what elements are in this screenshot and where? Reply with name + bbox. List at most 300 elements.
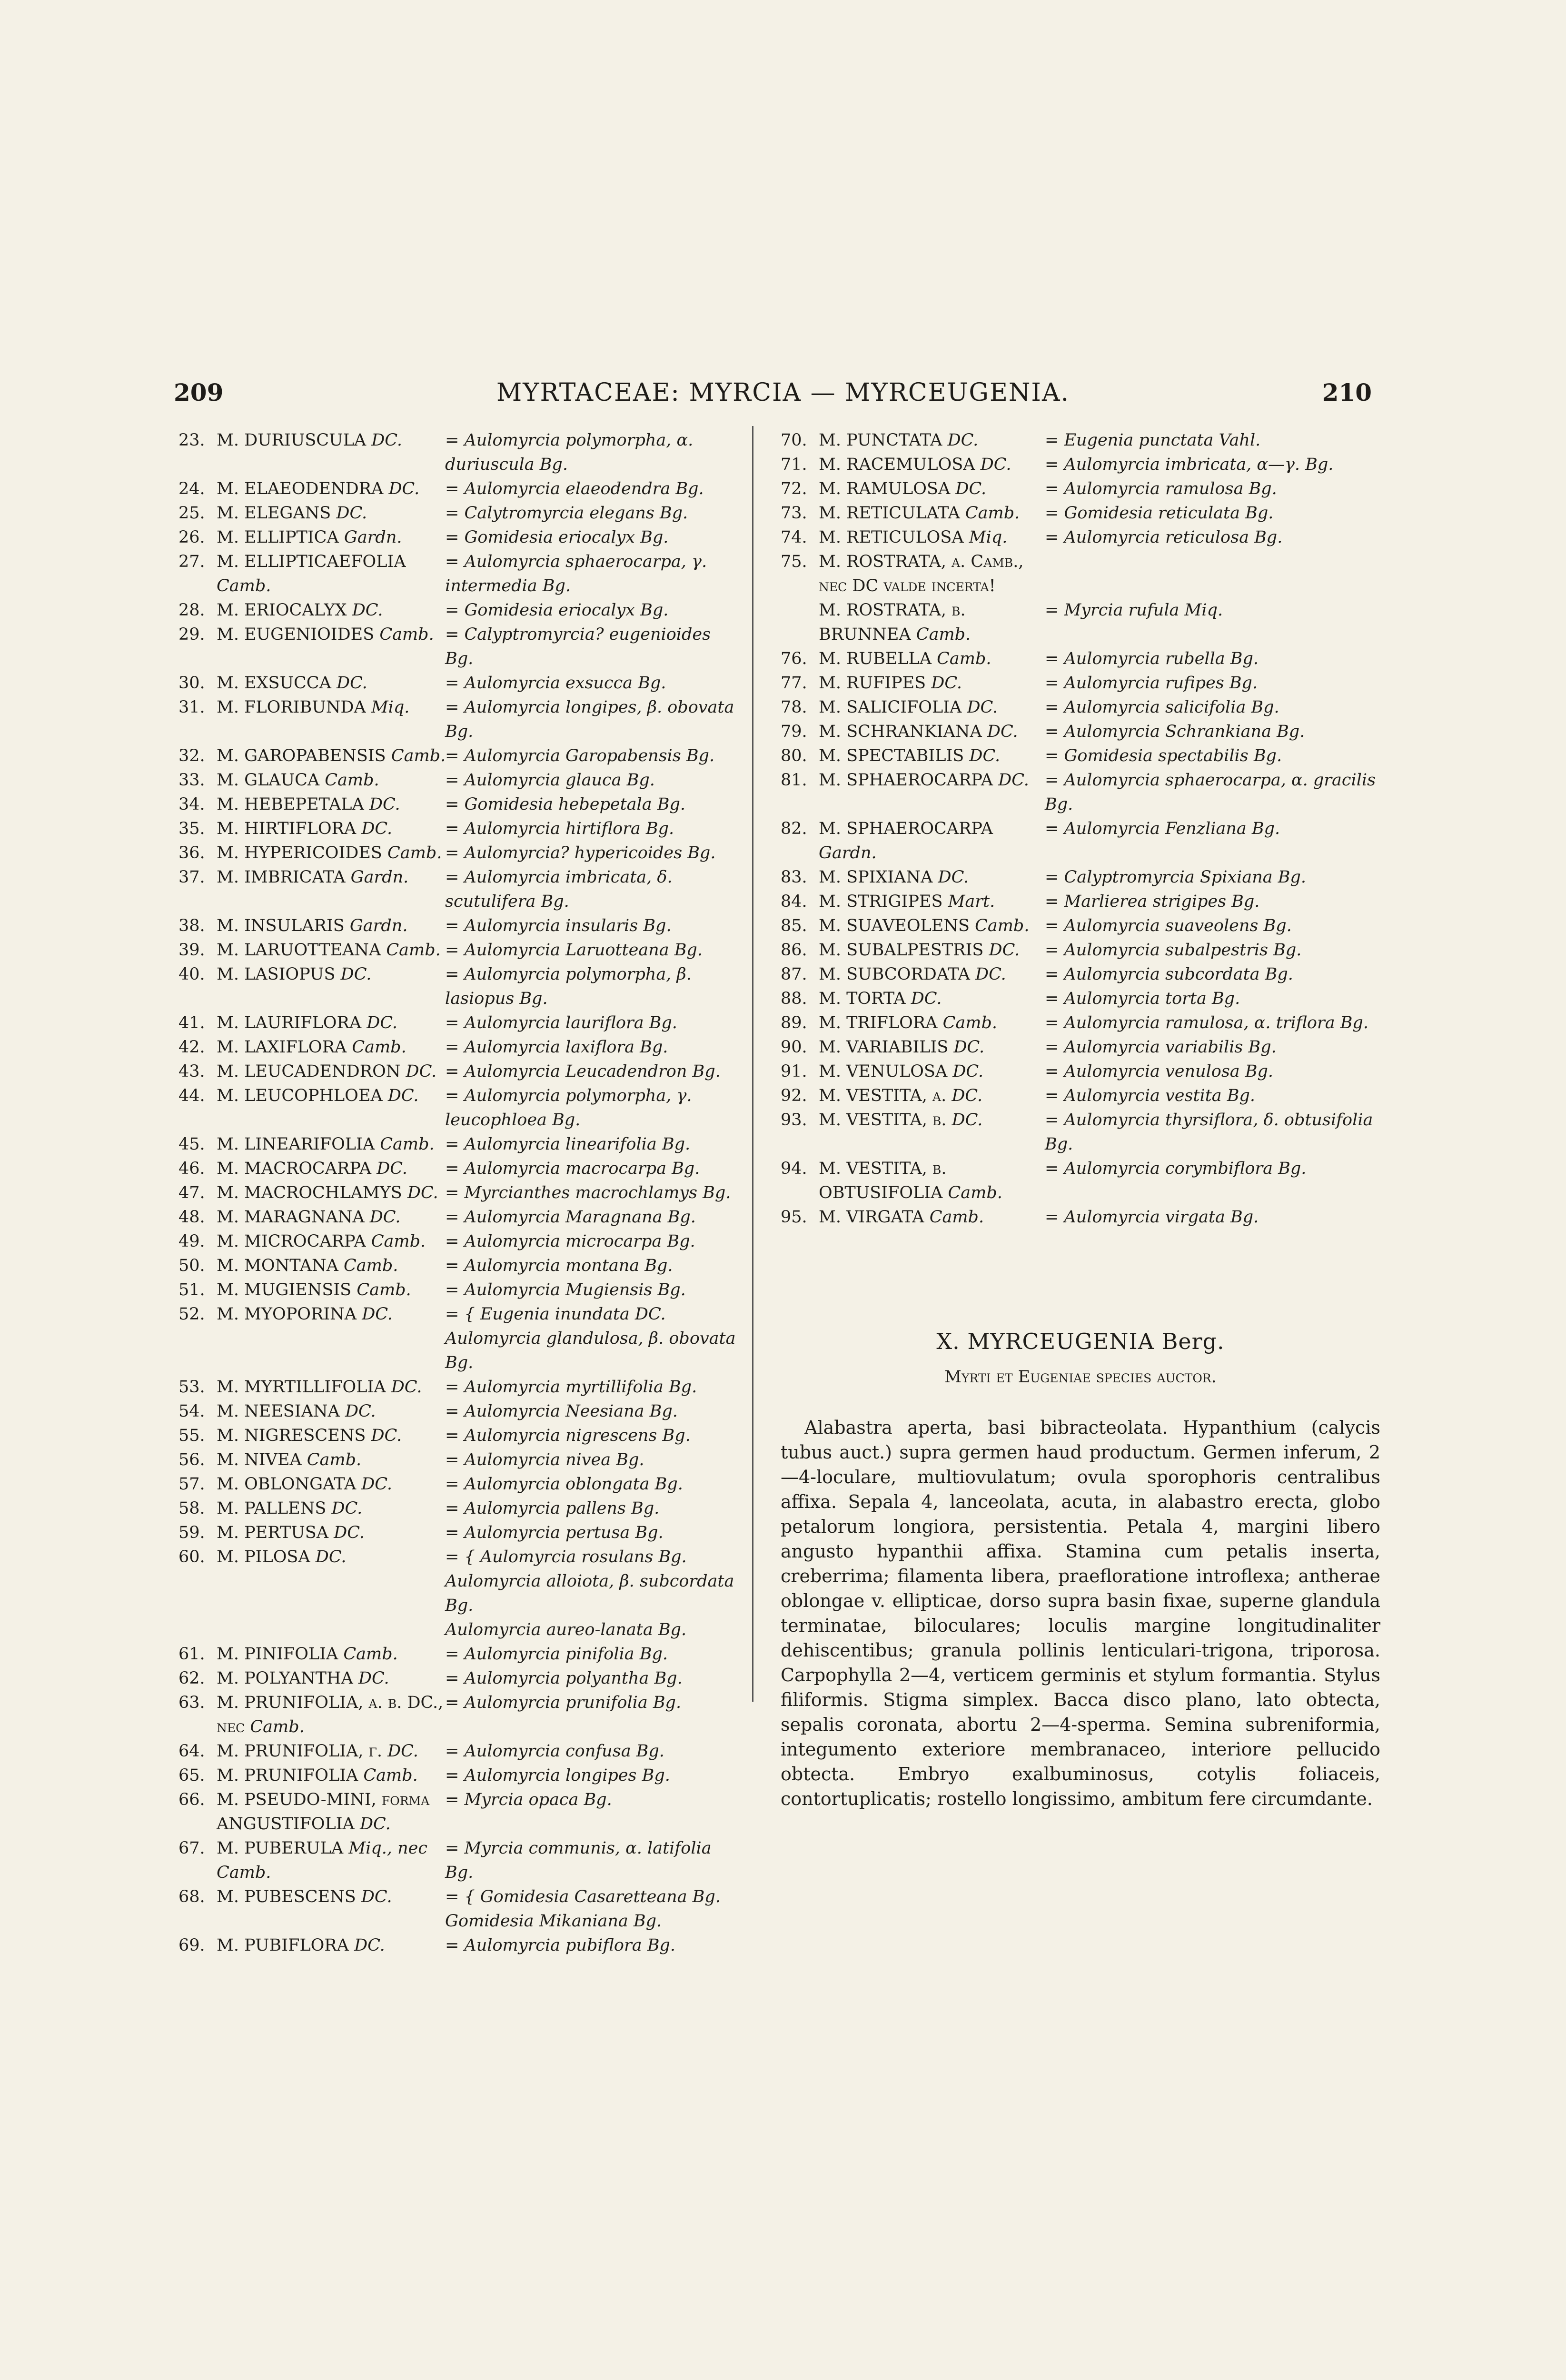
entry-synonym — [445, 1302, 743, 1375]
species-name: M. VIRGATA — [819, 1208, 924, 1227]
entry-species — [819, 938, 1045, 962]
synonym-entry — [781, 526, 1380, 550]
entry-number: 63. — [178, 1693, 205, 1712]
species-author: DC. — [998, 771, 1029, 790]
species-author: Camb. — [975, 916, 1030, 935]
synonym-text: = Aulomyrcia imbricata, α—γ. Bg. — [1045, 455, 1334, 474]
entry-number: 33. — [178, 771, 205, 790]
entry-species — [819, 744, 1045, 768]
species-name: M. IMBRICATA — [217, 868, 346, 887]
species-name: M. HYPERICOIDES — [217, 843, 382, 863]
genus-title: X. MYRCEUGENIA Berg. — [936, 1329, 1225, 1354]
entry-synonym — [445, 1230, 743, 1254]
entry-species — [819, 865, 1045, 890]
entry-species — [819, 1060, 1045, 1084]
species-author: DC. — [953, 1038, 985, 1057]
synonym-entry — [178, 1666, 743, 1691]
species-author: DC. — [407, 1183, 438, 1202]
synonym-text: = Aulomyrcia Neesiana Bg. — [445, 1402, 678, 1421]
synonym-text: = Aulomyrcia reticulosa Bg. — [1045, 528, 1283, 547]
entry-number: 37. — [178, 868, 205, 887]
entry-synonym — [445, 1885, 743, 1934]
synonym-text: = Aulomyrcia? hypericoides Bg. — [445, 843, 716, 863]
synonym-text: = Aulomyrcia laxiflora Bg. — [445, 1038, 668, 1057]
species-author: Camb. — [371, 1232, 426, 1251]
entry-species — [819, 453, 1045, 477]
entry-species — [819, 1108, 1045, 1132]
species-author: Camb. — [379, 625, 434, 644]
synonym-text: = Aulomyrcia Mugiensis Bg. — [445, 1280, 686, 1299]
synonym-text: = Aulomyrcia Leucadendron Bg. — [445, 1062, 721, 1081]
species-name: M. PRUNIFOLIA, α. β. DC., nec — [217, 1693, 444, 1736]
synonym-entry — [178, 671, 743, 695]
entry-species — [217, 1302, 447, 1327]
species-author: DC. — [359, 1815, 391, 1834]
synonym-text: = Aulomyrcia nivea Bg. — [445, 1450, 644, 1469]
species-name: M. RETICULATA — [819, 504, 960, 523]
entry-synonym — [445, 1666, 743, 1691]
species-author: Gardn. — [819, 843, 877, 863]
entry-number: 85. — [781, 916, 807, 935]
entry-number: 69. — [178, 1936, 205, 1955]
entry-number: 41. — [178, 1013, 205, 1032]
synonym-entry — [178, 1497, 743, 1521]
synonym-entry — [178, 1278, 743, 1302]
synonym-text: = Aulomyrcia confusa Bg. — [445, 1742, 664, 1761]
entry-species — [217, 1691, 447, 1739]
synonym-entry — [178, 1084, 743, 1132]
species-name: M. PRUNIFOLIA — [217, 1766, 358, 1785]
synonym-text: = { Eugenia inundata DC. — [445, 1305, 666, 1324]
species-name: M. HEBEPETALA — [217, 795, 364, 814]
synonym-text: = Aulomyrcia imbricata, δ. scutulifera Bg. — [445, 868, 673, 911]
species-name: M. RAMULOSA — [819, 479, 951, 498]
entry-synonym — [445, 623, 743, 671]
synonym-entry — [178, 1691, 743, 1739]
synonym-text: = Myrcia rufula Miq. — [1045, 601, 1223, 620]
synonym-text: = Aulomyrcia subcordata Bg. — [1045, 965, 1293, 984]
entry-number: 95. — [781, 1208, 807, 1227]
entry-number: 84. — [781, 892, 807, 911]
species-name: M. ERIOCALYX — [217, 601, 347, 620]
synonym-text: = Aulomyrcia polymorpha, β. lasiopus Bg. — [445, 965, 692, 1008]
synonym-text: = Aulomyrcia prunifolia Bg. — [445, 1693, 682, 1712]
entry-synonym — [1045, 1060, 1380, 1084]
species-name: M. VESTITA, α. — [819, 1086, 947, 1105]
synonym-entry — [178, 1157, 743, 1181]
synonym-entry — [178, 1254, 743, 1278]
entry-species — [819, 1205, 1045, 1230]
species-name: M. MACROCARPA — [217, 1159, 372, 1178]
species-name: M. ROSTRATA, β. BRUNNEA — [819, 601, 966, 644]
entry-synonym — [445, 1691, 743, 1715]
entry-species — [217, 1011, 447, 1035]
genus-description: Alabastra aperta, basi bibracteolata. Hypanthium (calycis tubus auct.) supra germen haud productum. Germen inferum, 2—4-loculare, multiovulatum; ovula sporophoris centralibus affixa. Sepala 4, lanceolata, acuta, in alabastro erecta, globo petalorum longiora, persistentia. Petala 4, margini libero angusto hypanthii affixa. Stamina cum petalis inserta, creberrima; filamenta libera, praefloratione introflexa; antherae oblongae v. ellipticae, dorso supra basin fixae, superne glandula terminatae, biloculares; loculis margine longitudinaliter dehiscentibus; granula pollinis lenticulari-trigona, triporosa. Carpophylla 2—4, verticem germinis et stylum formantia. Stylus filiformis. Stigma simplex. Bacca disco plano, lato obtecta, sepalis coronata, abortu 2—4-sperma. Semina subreniformia, integumento exteriore membranaceo, interiore pellucido obtecta. Embryo exalbuminosus, cotylis foliaceis, contortuplicatis; rostello longissimo, ambitum fere circumdante. — [781, 1417, 1380, 1809]
entry-synonym — [445, 1764, 743, 1788]
species-author: Camb. — [916, 625, 971, 644]
synonym-entry — [178, 1424, 743, 1448]
entry-number: 56. — [178, 1450, 205, 1469]
species-name: M. SUBALPESTRIS — [819, 941, 984, 960]
species-author: DC. — [334, 1523, 365, 1542]
entry-species — [217, 1448, 447, 1472]
species-name: M. LASIOPUS — [217, 965, 336, 984]
synonym-text: = Aulomyrcia Fenzliana Bg. — [1045, 819, 1280, 838]
synonym-text: = Aulomyrcia Garopabensis Bg. — [445, 746, 715, 765]
species-name: M. ROSTRATA, α. Camb., nec DC valde incerta! — [819, 552, 1024, 595]
synonym-text: = Aulomyrcia ramulosa Bg. — [1045, 479, 1277, 498]
synonym-entry — [781, 720, 1380, 744]
species-author: Mart. — [948, 892, 995, 911]
entry-synonym — [445, 1157, 743, 1181]
entry-species — [217, 1230, 447, 1254]
entry-number: 26. — [178, 528, 205, 547]
synonym-text: = Aulomyrcia nigrescens Bg. — [445, 1426, 691, 1445]
synonym-text: = Aulomyrcia myrtillifolia Bg. — [445, 1378, 697, 1397]
entry-synonym — [1045, 647, 1380, 671]
species-author: DC. — [975, 965, 1006, 984]
synonym-text: = Aulomyrcia insularis Bg. — [445, 916, 672, 935]
entry-species — [819, 962, 1045, 987]
species-name: M. OBLONGATA — [217, 1475, 357, 1494]
synonym-text: = Aulomyrcia pallens Bg. — [445, 1499, 660, 1518]
species-name: M. RACEMULOSA — [819, 455, 975, 474]
species-author: Camb. — [344, 1256, 398, 1275]
entry-number: 94. — [781, 1159, 807, 1178]
species-name: M. NEESIANA — [217, 1402, 340, 1421]
entry-number: 90. — [781, 1038, 807, 1057]
entry-synonym — [1045, 914, 1380, 938]
entry-number: 43. — [178, 1062, 205, 1081]
synonym-entry — [781, 1035, 1380, 1060]
synonym-text: = Aulomyrcia linearifolia Bg. — [445, 1135, 691, 1154]
synonym-text: = Calytromyrcia elegans Bg. — [445, 504, 688, 523]
entry-synonym — [445, 865, 743, 914]
species-name: M. RUFIPES — [819, 674, 926, 693]
synonym-text: = Aulomyrcia virgata Bg. — [1045, 1208, 1259, 1227]
synonym-entry — [178, 1934, 743, 1958]
entry-synonym — [445, 1205, 743, 1230]
entry-number: 88. — [781, 989, 807, 1008]
entry-synonym — [1045, 501, 1380, 526]
entry-species — [217, 1060, 447, 1084]
synonym-entry — [178, 914, 743, 938]
synonym-entry — [781, 938, 1380, 962]
entry-species — [819, 428, 1045, 453]
species-author: DC. — [980, 455, 1011, 474]
species-name: M. SPHAEROCARPA — [819, 771, 993, 790]
page-header — [0, 378, 1566, 416]
entry-number: 23. — [178, 431, 205, 450]
synonym-entry — [178, 962, 743, 1011]
entry-synonym — [445, 501, 743, 526]
entry-number: 61. — [178, 1645, 205, 1664]
entry-synonym — [1045, 477, 1380, 501]
entry-species — [819, 720, 1045, 744]
entry-synonym — [445, 1788, 743, 1812]
species-name: M. PALLENS — [217, 1499, 327, 1518]
species-name: M. LAURIFLORA — [217, 1013, 362, 1032]
entry-species — [217, 1278, 447, 1302]
synonym-text: Aulomyrcia alloiota, β. subcordata Bg. — [445, 1572, 734, 1615]
entry-species — [217, 1545, 447, 1569]
entry-synonym — [445, 1739, 743, 1764]
entry-number: 86. — [781, 941, 807, 960]
species-author: DC. — [387, 1742, 418, 1761]
species-name: M. SPIXIANA — [819, 868, 933, 887]
species-name: M. NIVEA — [217, 1450, 302, 1469]
species-author: Camb. — [965, 504, 1020, 523]
species-author: DC. — [987, 722, 1018, 741]
entry-species — [217, 1472, 447, 1497]
synonym-entry — [178, 744, 743, 768]
species-author: Camb. — [250, 1717, 305, 1736]
entry-synonym — [445, 1375, 743, 1399]
synonym-entry — [781, 768, 1380, 817]
synonym-entry — [178, 1230, 743, 1254]
synonym-entry — [178, 1302, 743, 1375]
species-author: DC. — [387, 1086, 419, 1105]
synonym-entry — [178, 793, 743, 817]
synonym-entry — [178, 1060, 743, 1084]
synonym-entry — [781, 671, 1380, 695]
species-name: M. PUBIFLORA — [217, 1936, 349, 1955]
species-name: M. SPECTABILIS — [819, 746, 964, 765]
left-column — [178, 428, 743, 1958]
synonym-entry — [178, 598, 743, 623]
species-author: DC. — [938, 868, 969, 887]
synonym-text: = Aulomyrcia hirtiflora Bg. — [445, 819, 674, 838]
entry-number: 49. — [178, 1232, 205, 1251]
synonym-text: = { Aulomyrcia rosulans Bg. — [445, 1547, 687, 1567]
synonym-entry — [178, 1472, 743, 1497]
entry-synonym — [1045, 1108, 1380, 1157]
entry-number: 44. — [178, 1086, 205, 1105]
synonym-entry — [178, 1788, 743, 1836]
synonym-entry — [781, 1011, 1380, 1035]
entry-synonym — [445, 793, 743, 817]
entry-species — [819, 1035, 1045, 1060]
synonym-entry — [781, 1108, 1380, 1157]
species-author: DC. — [367, 1013, 398, 1032]
entry-synonym — [1045, 695, 1380, 720]
entry-synonym — [445, 1132, 743, 1157]
entry-synonym — [1045, 453, 1380, 477]
species-author: DC. — [369, 795, 400, 814]
synonym-text: = Aulomyrcia rufipes Bg. — [1045, 674, 1258, 693]
entry-number: 30. — [178, 674, 205, 693]
species-name: M. SALICIFOLIA — [819, 698, 962, 717]
synonym-entry — [781, 914, 1380, 938]
synonym-text: = Aulomyrcia pinifolia Bg. — [445, 1645, 668, 1664]
entry-species — [217, 1764, 447, 1788]
entry-number: 91. — [781, 1062, 807, 1081]
species-name: M. LEUCOPHLOEA — [217, 1086, 383, 1105]
entry-synonym — [445, 744, 743, 768]
entry-synonym — [1045, 526, 1380, 550]
synonym-text: = Aulomyrcia longipes Bg. — [445, 1766, 670, 1785]
synonym-text: = Myrcia communis, α. latifolia Bg. — [445, 1839, 712, 1882]
entry-synonym — [445, 1642, 743, 1666]
synonym-text: = Eugenia punctata Vahl. — [1045, 431, 1261, 450]
species-name: M. EXSUCCA — [217, 674, 331, 693]
entry-synonym — [445, 1448, 743, 1472]
entry-number: 45. — [178, 1135, 205, 1154]
species-name: M. MYRTILLIFOLIA — [217, 1378, 386, 1397]
species-name: M. MACROCHLAMYS — [217, 1183, 402, 1202]
synonym-text: = Aulomyrcia sphaerocarpa, α. gracilis Bg. — [1045, 771, 1376, 814]
synonym-entry — [178, 1545, 743, 1642]
entry-number: 59. — [178, 1523, 205, 1542]
entry-species — [217, 695, 447, 720]
entry-number: 34. — [178, 795, 205, 814]
species-author: Gardn. — [344, 528, 402, 547]
synonym-text: = Marlierea strigipes Bg. — [1045, 892, 1260, 911]
species-author: Camb. — [357, 1280, 411, 1299]
entry-species — [819, 477, 1045, 501]
entry-species — [217, 1084, 447, 1108]
entry-species — [217, 1788, 447, 1836]
species-name: M. TORTA — [819, 989, 906, 1008]
species-author: DC. — [354, 1936, 385, 1955]
species-name: M. SUAVEOLENS — [819, 916, 970, 935]
entry-number: 83. — [781, 868, 807, 887]
entry-species — [217, 501, 447, 526]
entry-number: 73. — [781, 504, 807, 523]
synonym-entry — [178, 501, 743, 526]
synonym-text: = Aulomyrcia polymorpha, α. duriuscula Bg. — [445, 431, 694, 474]
entry-number: 72. — [781, 479, 807, 498]
entry-number: 42. — [178, 1038, 205, 1057]
entry-species — [819, 817, 1045, 865]
synonym-text: = Aulomyrcia corymbiflora Bg. — [1045, 1159, 1307, 1178]
entry-number: 58. — [178, 1499, 205, 1518]
synonym-text: = Aulomyrcia thyrsiflora, δ. obtusifolia Bg. — [1045, 1111, 1373, 1154]
species-author: DC. — [951, 1111, 983, 1130]
species-name: M. ELLIPTICAEFOLIA — [217, 552, 406, 571]
species-name: M. LAXIFLORA — [217, 1038, 347, 1057]
entry-number: 39. — [178, 941, 205, 960]
species-author: DC. — [331, 1499, 363, 1518]
synonym-entry — [781, 1157, 1380, 1205]
entry-species — [217, 914, 447, 938]
species-author: Camb. — [942, 1013, 997, 1032]
entry-species — [217, 1157, 447, 1181]
synonym-entry — [178, 623, 743, 671]
entry-synonym — [445, 1011, 743, 1035]
entry-synonym — [445, 1254, 743, 1278]
species-author: Camb. — [352, 1038, 406, 1057]
synonym-text: = Aulomyrcia vestita Bg. — [1045, 1086, 1256, 1105]
synonym-text: = Aulomyrcia suaveolens Bg. — [1045, 916, 1292, 935]
synonym-text: = Aulomyrcia Laruotteana Bg. — [445, 941, 703, 960]
synonym-entry — [178, 768, 743, 793]
entry-synonym — [445, 598, 743, 623]
entry-number: 55. — [178, 1426, 205, 1445]
species-author: DC. — [336, 504, 367, 523]
species-name: M. SPHAEROCARPA — [819, 819, 993, 838]
species-name: M. MARAGNANA — [217, 1208, 365, 1227]
entry-species — [217, 962, 447, 987]
synonym-entry — [781, 477, 1380, 501]
entry-synonym — [1045, 987, 1380, 1011]
species-author: Camb. — [391, 746, 446, 765]
synonym-entry — [178, 1181, 743, 1205]
synonym-text: = Aulomyrcia subalpestris Bg. — [1045, 941, 1302, 960]
entry-species — [819, 890, 1045, 914]
species-name: M. GLAUCA — [217, 771, 320, 790]
synonym-text: = Aulomyrcia macrocarpa Bg. — [445, 1159, 700, 1178]
species-name: M. DURIUSCULA — [217, 431, 367, 450]
entry-synonym — [1045, 962, 1380, 987]
entry-synonym — [445, 817, 743, 841]
species-author: DC. — [911, 989, 942, 1008]
entry-synonym — [1045, 671, 1380, 695]
synonym-text: Aulomyrcia aureo-lanata Bg. — [445, 1620, 687, 1639]
synonym-text: = Gomidesia eriocalyx Bg. — [445, 528, 669, 547]
synonym-entry — [178, 1764, 743, 1788]
synonym-entry — [178, 550, 743, 598]
species-author: DC. — [361, 819, 393, 838]
species-author: Camb. — [363, 1766, 418, 1785]
entry-synonym — [1045, 768, 1380, 817]
genus-section — [781, 1325, 1380, 1811]
synonym-text: = Calyptromyrcia Spixiana Bg. — [1045, 868, 1306, 887]
entry-species — [819, 987, 1045, 1011]
species-name: M. MYOPORINA — [217, 1305, 357, 1324]
species-name: M. GAROPABENSIS — [217, 746, 386, 765]
entry-synonym — [445, 1472, 743, 1497]
synonym-text: = Myrcia opaca Bg. — [445, 1790, 612, 1809]
entry-species — [217, 1254, 447, 1278]
species-name: M. LARUOTTEANA — [217, 941, 381, 960]
entry-species — [819, 526, 1045, 550]
entry-synonym — [445, 1084, 743, 1132]
synonym-entry — [178, 477, 743, 501]
species-name: M. INSULARIS — [217, 916, 345, 935]
entry-number: 64. — [178, 1742, 205, 1761]
entry-species — [217, 793, 447, 817]
species-author: DC. — [391, 1378, 422, 1397]
synonym-entry — [178, 817, 743, 841]
entry-number: 60. — [178, 1547, 205, 1567]
entry-number: 35. — [178, 819, 205, 838]
synonym-text: Aulomyrcia glandulosa, β. obovata Bg. — [445, 1329, 736, 1372]
entry-number: 92. — [781, 1086, 807, 1105]
page-number-right: 210 — [1322, 378, 1372, 407]
entry-synonym — [1045, 817, 1380, 841]
species-author: DC. — [951, 1086, 983, 1105]
synonym-entry — [178, 841, 743, 865]
species-author: DC. — [361, 1887, 392, 1906]
synonym-entry — [781, 598, 1380, 647]
synonym-text: = Aulomyrcia exsucca Bg. — [445, 674, 666, 693]
entry-synonym — [445, 1424, 743, 1448]
synonym-text: = Myrcianthes macrochlamys Bg. — [445, 1183, 731, 1202]
entry-species — [217, 1739, 447, 1764]
entry-synonym — [445, 526, 743, 550]
synonym-text: = Aulomyrcia sphaerocarpa, γ. intermedia Bg. — [445, 552, 707, 595]
species-name: M. PERTUSA — [217, 1523, 329, 1542]
species-author: DC. — [358, 1669, 389, 1688]
species-name: M. PUBERULA — [217, 1839, 344, 1858]
entry-species — [217, 1642, 447, 1666]
synonym-text: = Calyptromyrcia? eugenioides Bg. — [445, 625, 711, 668]
entry-synonym — [1045, 1035, 1380, 1060]
entry-synonym — [445, 962, 743, 1011]
synonym-entry — [178, 1448, 743, 1472]
species-author: DC. — [369, 1208, 401, 1227]
